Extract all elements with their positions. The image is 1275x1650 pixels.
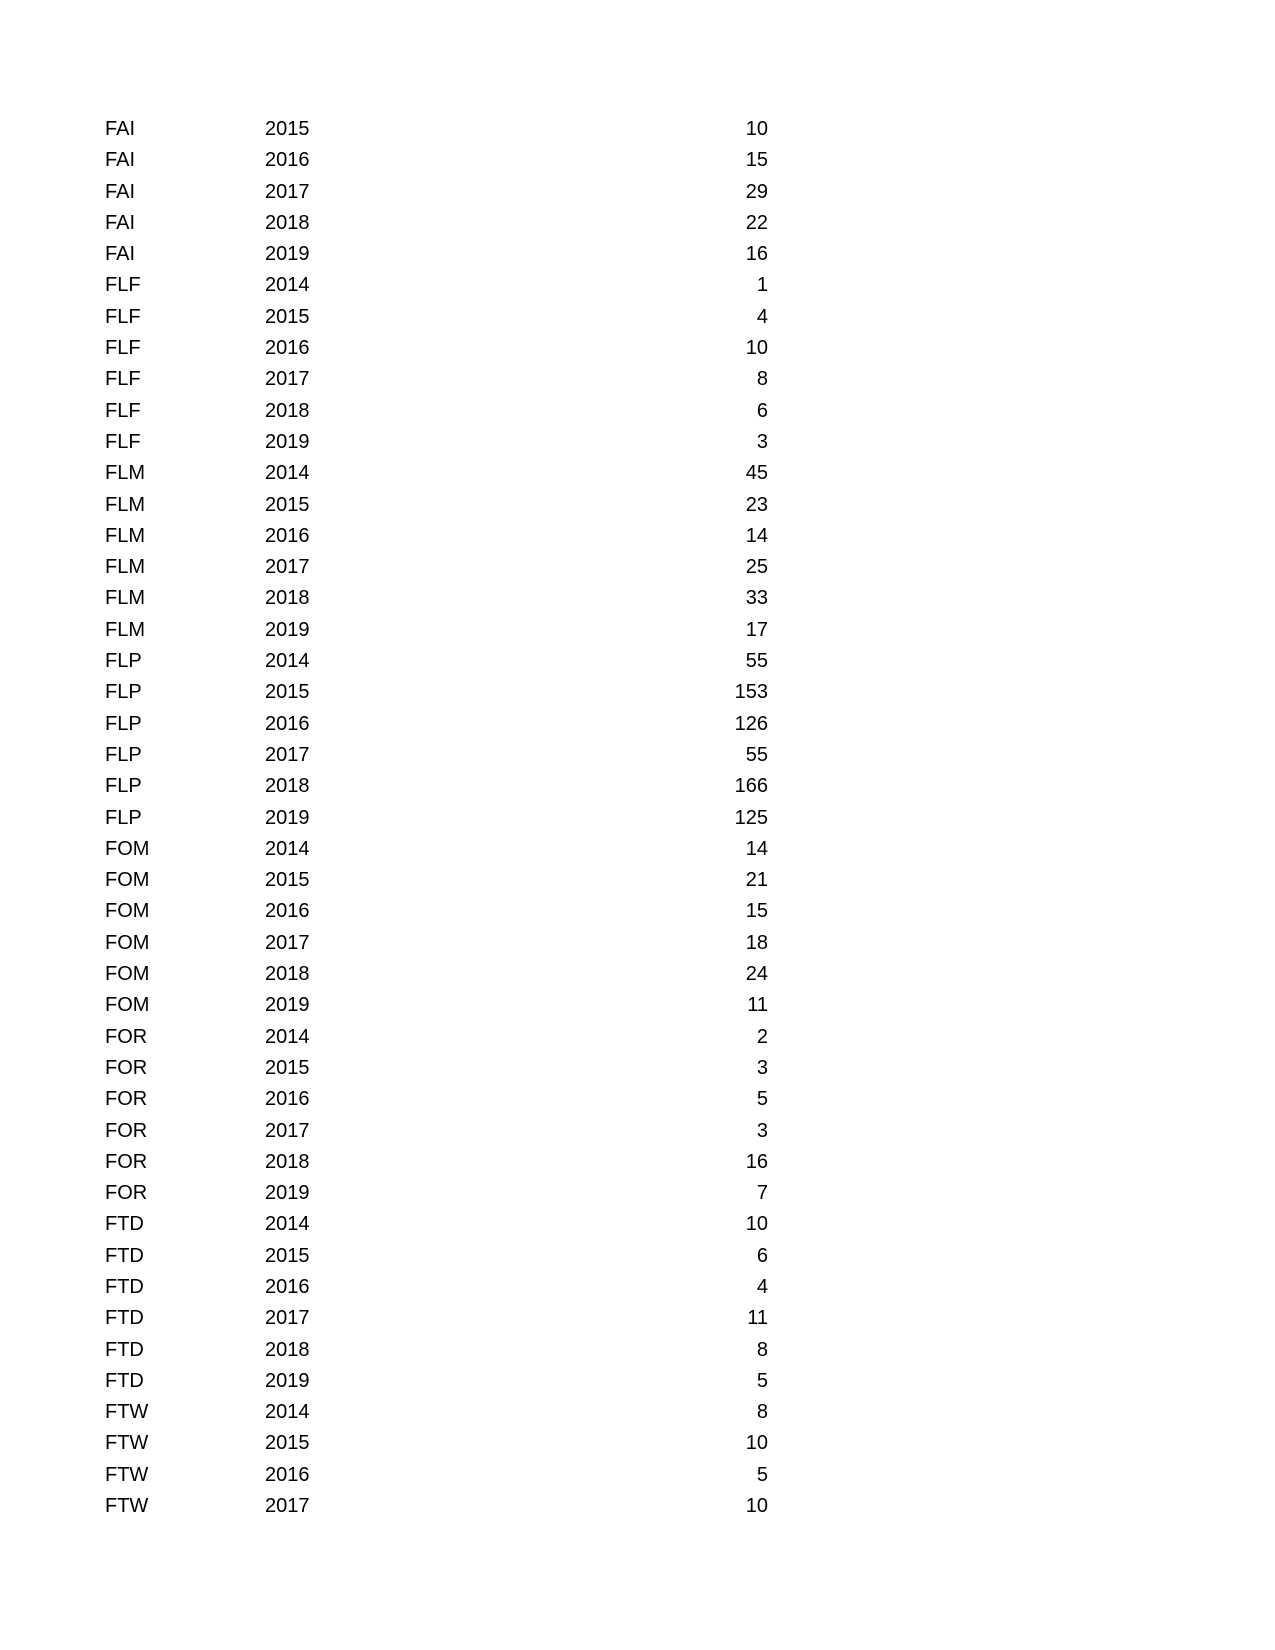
code-cell: FOR (105, 1182, 148, 1205)
code-cell: FOR (105, 1025, 148, 1048)
value-cell: 17 (745, 618, 768, 641)
year-cell: 2016 (265, 1275, 310, 1298)
value-cell: 126 (734, 712, 768, 735)
value-cell: 15 (745, 900, 768, 923)
year-cell: 2014 (265, 1401, 310, 1424)
table-row (0, 1460, 1275, 1491)
year-cell: 2015 (265, 1432, 310, 1455)
year-cell: 2014 (265, 1213, 310, 1236)
value-cell: 15 (745, 149, 768, 172)
year-cell: 2014 (265, 837, 310, 860)
value-cell: 10 (745, 118, 768, 140)
value-cell: 10 (745, 1495, 768, 1518)
year-cell: 2016 (265, 712, 310, 735)
year-cell: 2017 (265, 556, 310, 579)
code-cell: FOM (105, 869, 150, 892)
code-cell: FLP (105, 775, 142, 798)
code-cell: FOR (105, 1056, 148, 1079)
code-cell: FAI (105, 180, 136, 203)
year-cell: 2017 (265, 180, 310, 203)
table-row (0, 1053, 1275, 1084)
year-cell: 2018 (265, 211, 310, 234)
table-row (0, 177, 1275, 208)
code-cell: FOM (105, 963, 150, 986)
code-cell: FLP (105, 806, 142, 829)
table-row (0, 834, 1275, 865)
value-cell: 8 (756, 1338, 768, 1361)
table-row (0, 896, 1275, 927)
code-cell: FOM (105, 900, 150, 923)
value-cell: 45 (745, 462, 768, 485)
code-cell: FLF (105, 430, 141, 453)
table-row (0, 990, 1275, 1021)
code-cell: FOR (105, 1150, 148, 1173)
code-cell: FLF (105, 305, 141, 328)
code-cell: FLM (105, 524, 145, 547)
table-row (0, 208, 1275, 239)
code-cell: FOM (105, 931, 150, 954)
value-cell: 153 (734, 681, 768, 704)
value-cell: 14 (745, 524, 768, 547)
value-cell: 18 (745, 931, 768, 954)
code-cell: FLM (105, 587, 145, 610)
year-cell: 2018 (265, 1150, 310, 1173)
table-row (0, 1084, 1275, 1115)
value-cell: 21 (745, 869, 768, 892)
table-row (0, 1272, 1275, 1303)
code-cell: FTD (105, 1307, 144, 1330)
code-cell: FLM (105, 618, 145, 641)
code-cell: FTW (105, 1432, 149, 1455)
value-cell: 2 (756, 1025, 768, 1048)
table-row (0, 302, 1275, 333)
code-cell: FTW (105, 1401, 149, 1424)
code-cell: FTD (105, 1244, 144, 1267)
table-row (0, 928, 1275, 959)
value-cell: 3 (756, 1056, 768, 1079)
table-row (0, 1178, 1275, 1209)
year-cell: 2015 (265, 493, 310, 516)
value-cell: 33 (745, 587, 768, 610)
year-cell: 2015 (265, 118, 310, 140)
year-cell: 2017 (265, 931, 310, 954)
value-cell: 7 (756, 1182, 768, 1205)
year-cell: 2016 (265, 524, 310, 547)
value-cell: 125 (734, 806, 768, 829)
table-row (0, 1335, 1275, 1366)
value-cell: 23 (745, 493, 768, 516)
code-cell: FOR (105, 1119, 148, 1142)
table-row (0, 1428, 1275, 1459)
year-cell: 2014 (265, 274, 310, 297)
value-cell: 5 (756, 1369, 768, 1392)
table-row (0, 1209, 1275, 1240)
value-cell: 24 (745, 963, 768, 986)
code-cell: FTD (105, 1338, 144, 1361)
value-cell: 1 (756, 274, 768, 297)
table-row (0, 1397, 1275, 1428)
table-row (0, 959, 1275, 990)
table-row (0, 521, 1275, 552)
table-row (0, 364, 1275, 395)
year-cell: 2015 (265, 681, 310, 704)
code-cell: FAI (105, 211, 136, 234)
value-cell: 11 (747, 994, 768, 1017)
year-cell: 2017 (265, 368, 310, 391)
year-cell: 2018 (265, 963, 310, 986)
year-cell: 2018 (265, 775, 310, 798)
value-cell: 10 (745, 1432, 768, 1455)
value-cell: 14 (745, 837, 768, 860)
year-cell: 2016 (265, 1463, 310, 1486)
table-row (0, 1116, 1275, 1147)
code-cell: FAI (105, 149, 136, 172)
year-cell: 2019 (265, 430, 310, 453)
code-cell: FLF (105, 274, 141, 297)
year-cell: 2016 (265, 337, 310, 360)
table-row (0, 458, 1275, 489)
table-row (0, 677, 1275, 708)
table-row (0, 333, 1275, 364)
code-cell: FTW (105, 1495, 149, 1518)
value-cell: 4 (756, 305, 768, 328)
code-cell: FLM (105, 556, 145, 579)
code-cell: FLP (105, 712, 142, 735)
table-row (0, 1303, 1275, 1334)
year-cell: 2018 (265, 587, 310, 610)
year-cell: 2018 (265, 1338, 310, 1361)
code-cell: FOM (105, 837, 150, 860)
year-cell: 2019 (265, 806, 310, 829)
table-row (0, 114, 1275, 145)
code-cell: FOM (105, 994, 150, 1017)
value-cell: 55 (745, 743, 768, 766)
year-cell: 2019 (265, 243, 310, 266)
table-row (0, 865, 1275, 896)
table-row (0, 239, 1275, 270)
table-row (0, 615, 1275, 646)
year-cell: 2019 (265, 1182, 310, 1205)
value-cell: 5 (756, 1463, 768, 1486)
table-row (0, 1241, 1275, 1272)
value-cell: 16 (745, 1150, 768, 1173)
value-cell: 25 (745, 556, 768, 579)
code-cell: FTD (105, 1275, 144, 1298)
code-cell: FLP (105, 743, 142, 766)
code-cell: FTD (105, 1213, 144, 1236)
year-cell: 2017 (265, 1119, 310, 1142)
year-cell: 2015 (265, 305, 310, 328)
code-cell: FAI (105, 243, 136, 266)
year-cell: 2014 (265, 650, 310, 673)
value-cell: 3 (756, 1119, 768, 1142)
value-cell: 5 (756, 1088, 768, 1111)
table-row (0, 1366, 1275, 1397)
table-row (0, 396, 1275, 427)
table-row (0, 552, 1275, 583)
value-cell: 6 (756, 399, 768, 422)
year-cell: 2016 (265, 900, 310, 923)
year-cell: 2019 (265, 994, 310, 1017)
data-table (0, 114, 1275, 1522)
code-cell: FTW (105, 1463, 149, 1486)
code-cell: FTD (105, 1369, 144, 1392)
table-row (0, 270, 1275, 301)
value-cell: 29 (745, 180, 768, 203)
code-cell: FAI (105, 118, 136, 140)
code-cell: FLM (105, 462, 145, 485)
code-cell: FLF (105, 337, 141, 360)
year-cell: 2017 (265, 743, 310, 766)
table-row (0, 803, 1275, 834)
value-cell: 8 (756, 368, 768, 391)
code-cell: FLM (105, 493, 145, 516)
value-cell: 16 (745, 243, 768, 266)
value-cell: 22 (745, 211, 768, 234)
table-row (0, 740, 1275, 771)
year-cell: 2019 (265, 1369, 310, 1392)
year-cell: 2018 (265, 399, 310, 422)
year-cell: 2015 (265, 869, 310, 892)
code-cell: FLF (105, 368, 141, 391)
table-row (0, 771, 1275, 802)
year-cell: 2017 (265, 1307, 310, 1330)
code-cell: FLF (105, 399, 141, 422)
value-cell: 55 (745, 650, 768, 673)
value-cell: 10 (745, 337, 768, 360)
table-row (0, 1022, 1275, 1053)
year-cell: 2015 (265, 1056, 310, 1079)
code-cell: FLP (105, 681, 142, 704)
table-row (0, 1147, 1275, 1178)
value-cell: 4 (756, 1275, 768, 1298)
value-cell: 3 (756, 430, 768, 453)
value-cell: 8 (756, 1401, 768, 1424)
code-cell: FOR (105, 1088, 148, 1111)
code-cell: FLP (105, 650, 142, 673)
table-row (0, 490, 1275, 521)
year-cell: 2014 (265, 462, 310, 485)
value-cell: 166 (734, 775, 768, 798)
table-row (0, 583, 1275, 614)
year-cell: 2016 (265, 1088, 310, 1111)
year-cell: 2014 (265, 1025, 310, 1048)
value-cell: 6 (756, 1244, 768, 1267)
table-row (0, 145, 1275, 176)
table-row (0, 646, 1275, 677)
year-cell: 2016 (265, 149, 310, 172)
year-cell: 2017 (265, 1495, 310, 1518)
value-cell: 10 (745, 1213, 768, 1236)
table-row (0, 1491, 1275, 1522)
table-row (0, 709, 1275, 740)
year-cell: 2015 (265, 1244, 310, 1267)
value-cell: 11 (747, 1307, 768, 1330)
table-row (0, 427, 1275, 458)
year-cell: 2019 (265, 618, 310, 641)
